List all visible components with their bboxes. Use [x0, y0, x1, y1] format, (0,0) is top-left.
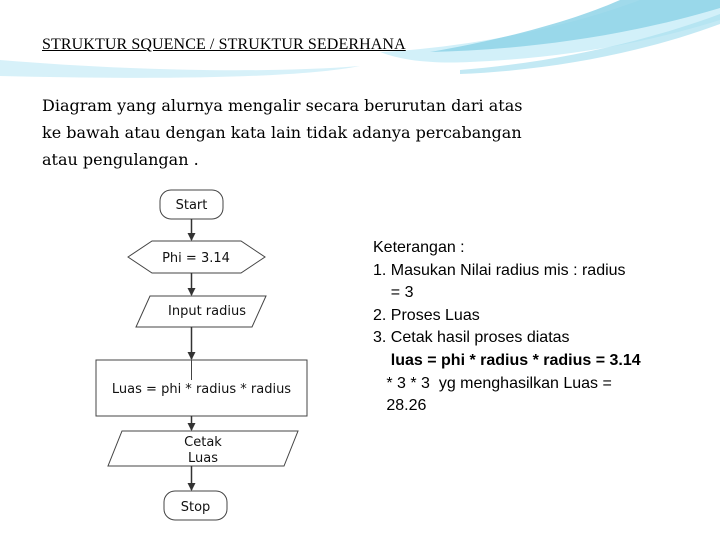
stop-label: Stop	[180, 500, 211, 515]
note-line: * 3 * 3 yg menghasilkan Luas =	[373, 374, 612, 392]
description-line: ke bawah atau dengan kata lain tidak adanya percabangan	[42, 123, 522, 142]
note-line: 1. Masukan Nilai radius mis : radius	[373, 261, 626, 279]
output-label-line2: Luas	[188, 451, 218, 466]
note-line: = 3	[373, 284, 414, 302]
output-label-line1: Cetak	[184, 435, 222, 450]
start-label: Start	[175, 198, 208, 213]
description-line: atau pengulangan .	[42, 150, 199, 169]
slide-title: STRUKTUR SQUENCE / STRUKTUR SEDERHANA	[42, 36, 406, 53]
input-label: Input radius	[168, 304, 246, 319]
process-label: Luas = phi * radius * radius	[111, 382, 292, 397]
note-line: luas = phi * radius * radius = 3.14	[373, 351, 641, 369]
explanation-notes	[373, 237, 703, 418]
description-line: Diagram yang alurnya mengalir secara berurutan dari atas	[42, 96, 523, 115]
init-label: Phi = 3.14	[162, 251, 230, 266]
note-line: Keterangan :	[373, 239, 465, 256]
note-line: 28.26	[373, 397, 427, 415]
note-line: 2. Proses Luas	[373, 306, 480, 324]
note-line: 3. Cetak hasil proses diatas	[373, 329, 570, 347]
